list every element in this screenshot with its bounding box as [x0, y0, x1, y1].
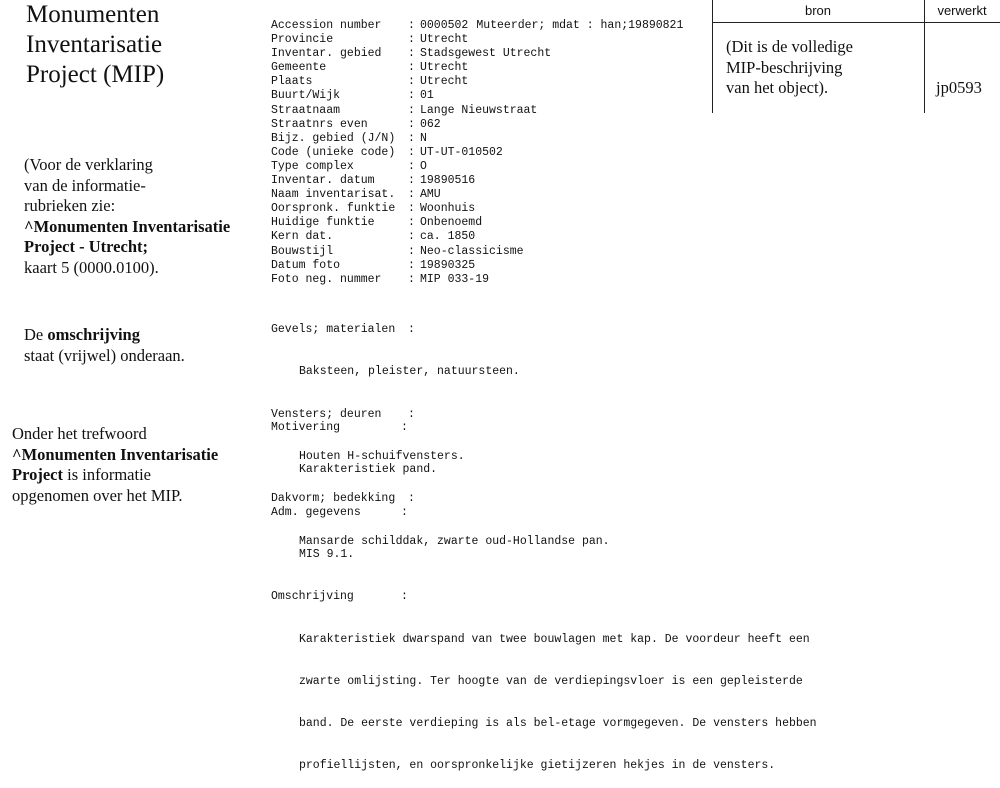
- record-field-value: Lange Nieuwstraat: [420, 103, 538, 117]
- record-field-colon: :: [408, 103, 415, 117]
- record-field-value: AMU: [420, 188, 441, 202]
- source-header-bron: bron: [804, 3, 832, 18]
- gevels-colon: :: [408, 323, 415, 337]
- keyword-line-4: opgenomen over het MIP.: [12, 485, 183, 505]
- record-field-row: [271, 61, 683, 75]
- description-hint-prefix: De: [24, 325, 48, 344]
- omschrijving-label: Omschrijving: [271, 590, 354, 604]
- omschrijving-row: [271, 590, 817, 604]
- record-field-label: Straatnrs even: [271, 117, 368, 131]
- record-field-value: Utrecht: [420, 61, 469, 75]
- gevels-value: Baksteen, pleister, natuursteen.: [299, 365, 520, 379]
- source-verwerkt-value: jp0593: [936, 78, 982, 97]
- dakvorm-value: Mansarde schilddak, zwarte oud-Hollandse pan.: [299, 534, 610, 548]
- explanation-reference-subtitle: [24, 237, 230, 258]
- record-field-colon: :: [408, 89, 415, 103]
- record-field-label: Gemeente: [271, 61, 327, 75]
- record-field-label: Inventar. gebied: [271, 47, 382, 61]
- source-bron-line-2: MIP-beschrijving: [726, 57, 843, 77]
- record-field-label: Foto neg. nummer: [271, 272, 382, 286]
- explanation-card-number: kaart 5 (0000.0100).: [24, 257, 159, 277]
- record-field-value: N: [420, 131, 427, 145]
- record-field-row: [271, 230, 683, 244]
- record-field-row: [271, 202, 683, 216]
- record-field-value: 19890325: [420, 258, 476, 272]
- omschrijving-line: band. De eerste verdieping is als bel-etage vormgegeven. De vensters hebben: [299, 717, 817, 731]
- record-field-row: [271, 174, 683, 188]
- record-field-value: Stadsgewest Utrecht: [420, 47, 552, 61]
- record-field-colon: :: [408, 117, 415, 131]
- adm-colon: :: [401, 505, 408, 519]
- record-field-label: Bijz. gebied (J/N): [271, 131, 396, 145]
- motivering-label: Motivering: [271, 421, 341, 435]
- adm-label: Adm. gegevens: [271, 505, 361, 519]
- record-field-colon: :: [408, 61, 415, 75]
- omschrijving-line: zwarte omlijsting. Ter hoogte van de verdiepingsvloer is een gepleisterde: [299, 674, 803, 688]
- record-field-row: [271, 75, 683, 89]
- adm-value: MIS 9.1.: [299, 548, 355, 562]
- record-field-colon: :: [408, 75, 415, 89]
- title-line-1: Monumenten: [26, 1, 160, 28]
- record-field-label: Kern dat.: [271, 230, 334, 244]
- record-field-label: Inventar. datum: [271, 174, 375, 188]
- motivering-colon: :: [401, 421, 408, 435]
- record-field-value: 01: [420, 89, 434, 103]
- record-field-colon: :: [408, 159, 415, 173]
- explanation-note: [24, 155, 230, 278]
- record-field-colon: :: [408, 33, 415, 47]
- record-field-row: [271, 273, 683, 287]
- vensters-colon: :: [408, 407, 415, 421]
- record-field-value: ca. 1850: [420, 230, 476, 244]
- record-field-row: [271, 104, 683, 118]
- source-bron-line-1: (Dit is de volledige: [726, 37, 853, 56]
- omschrijving-line: profiellijsten, en oorspronkelijke gietijzeren hekjes in de vensters.: [299, 759, 776, 773]
- record-field-row: [271, 19, 683, 33]
- record-field-colon: :: [408, 188, 415, 202]
- title-line-3: Project (MIP): [26, 61, 165, 88]
- title-line-2: Inventarisatie: [26, 31, 163, 58]
- record-field-row: [271, 259, 683, 273]
- record-field-row: [271, 33, 683, 47]
- record-field-label: Oorspronk. funktie: [271, 202, 396, 216]
- dakvorm-colon: :: [408, 492, 415, 506]
- record-field-label: Accession number: [271, 19, 382, 32]
- keyword-line-3-rest: is informatie: [63, 465, 151, 484]
- record-field-colon: :: [408, 272, 415, 286]
- record-field-colon: :: [408, 174, 415, 188]
- description-hint-line-1: [24, 325, 185, 346]
- record-fields: [271, 19, 683, 287]
- page-title: [26, 0, 226, 90]
- record-field-value: Utrecht: [420, 75, 469, 89]
- record-field-row: [271, 89, 683, 103]
- record-field-value: 19890516: [420, 174, 476, 188]
- record-field-colon: :: [408, 47, 415, 61]
- record-field-colon: :: [408, 202, 415, 216]
- record-field-value: 0000502: [420, 19, 469, 32]
- keyword-line-2: [12, 445, 218, 466]
- record-field-value: Onbenoemd: [420, 216, 483, 230]
- explanation-line-3: rubrieken zie:: [24, 196, 116, 215]
- record-field-row: [271, 132, 683, 146]
- record-field-value: Neo-classicisme: [420, 244, 524, 258]
- record-field-colon: :: [408, 244, 415, 258]
- record-field-colon: :: [408, 19, 415, 32]
- motivering-row: [271, 421, 817, 435]
- record-field-label: Naam inventarisat.: [271, 188, 396, 202]
- record-field-value: MIP 033-19: [420, 272, 490, 286]
- omschrijving-line: Karakteristiek dwarspand van twee bouwlagen met kap. De voordeur heeft een: [299, 632, 810, 646]
- record-field-value: 062: [420, 117, 441, 131]
- record-field-label: Plaats: [271, 75, 313, 89]
- gevels-row: [271, 323, 610, 337]
- record-field-label: Provincie: [271, 33, 334, 47]
- gevels-label: Gevels; materialen: [271, 323, 396, 337]
- adm-row: [271, 506, 817, 520]
- record-field-row: [271, 188, 683, 202]
- record-field-label: Straatnaam: [271, 103, 341, 117]
- record-field-row: [271, 160, 683, 174]
- record-field-colon: :: [408, 145, 415, 159]
- record-field-label: Datum foto: [271, 258, 341, 272]
- vensters-label: Vensters; deuren: [271, 407, 382, 421]
- description-hint-note: [24, 325, 185, 366]
- record-field-row: [271, 216, 683, 230]
- record-mutator: Muteerder; mdat : han;19890821: [476, 19, 684, 32]
- record-field-label: Buurt/Wijk: [271, 89, 341, 103]
- record-field-colon: :: [408, 131, 415, 145]
- record-field-label: Code (unieke code): [271, 145, 396, 159]
- dakvorm-label: Dakvorm; bedekking: [271, 492, 396, 506]
- keyword-line-1: Onder het trefwoord: [12, 424, 147, 443]
- record-field-colon: :: [408, 216, 415, 230]
- source-box-header-rule: [712, 22, 1000, 23]
- description-hint-line-2: staat (vrijwel) onderaan.: [24, 345, 185, 365]
- record-field-row: [271, 47, 683, 61]
- record-field-value: UT-UT-010502: [420, 145, 503, 159]
- details-description: [271, 393, 817, 788]
- source-bron-line-3: van het object).: [726, 78, 829, 97]
- explanation-reference-title-text: ^Monumenten Inventarisatie: [24, 216, 231, 236]
- record-field-value: Woonhuis: [420, 202, 476, 216]
- keyword-note: [12, 424, 218, 506]
- explanation-reference-title: [24, 217, 230, 238]
- omschrijving-colon: :: [401, 590, 408, 604]
- record-field-row: [271, 245, 683, 259]
- source-bron-text: [726, 37, 853, 99]
- keyword-bold-title: ^Monumenten Inventarisatie: [12, 444, 219, 464]
- source-header-verwerkt: verwerkt: [937, 3, 987, 18]
- record-field-colon: :: [408, 258, 415, 272]
- explanation-line-1: (Voor de verklaring: [24, 155, 153, 174]
- record-field-value: O: [420, 159, 427, 173]
- keyword-line-3: [12, 465, 218, 486]
- keyword-bold-project: Project: [12, 465, 63, 484]
- description-hint-bold: omschrijving: [47, 325, 140, 344]
- vensters-value: Houten H-schuifvensters.: [299, 450, 465, 464]
- explanation-reference-subtitle-text: Project - Utrecht;: [24, 237, 148, 256]
- record-field-label: Bouwstijl: [271, 244, 334, 258]
- explanation-line-2: van de informatie-: [24, 175, 146, 195]
- motivering-value: Karakteristiek pand.: [299, 463, 438, 477]
- record-field-value: Utrecht: [420, 33, 469, 47]
- record-field-row: [271, 118, 683, 132]
- record-field-colon: :: [408, 230, 415, 244]
- record-field-row: [271, 146, 683, 160]
- record-field-label: Type complex: [271, 159, 354, 173]
- record-field-label: Huidige funktie: [271, 216, 375, 230]
